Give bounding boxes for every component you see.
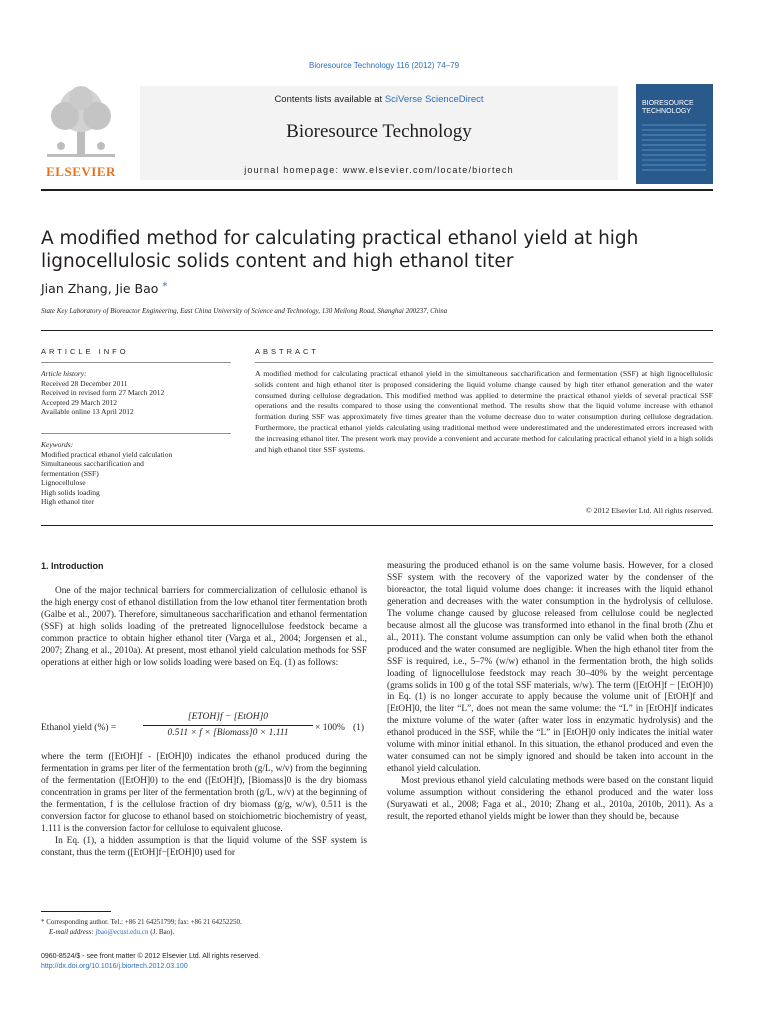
publisher-name: ELSEVIER	[46, 164, 116, 179]
info-rule	[41, 330, 713, 331]
journal-homepage[interactable]: journal homepage: www.elsevier.com/locate/biortech	[244, 165, 514, 175]
keyword-item: fermentation (SSF)	[41, 468, 99, 478]
keyword-item: Simultaneous saccharification and	[41, 459, 144, 468]
author-list	[41, 281, 167, 296]
email-suffix: (J. Bao).	[148, 928, 175, 936]
header-rule	[41, 189, 713, 191]
corresponding-author-note: * Corresponding author. Tel.: +86 21 64251799; fax: +86 21 64252250.	[41, 918, 242, 926]
article-info-heading: ARTICLE INFO	[41, 347, 129, 356]
equation-1	[41, 712, 367, 748]
email-label: E-mail address:	[49, 928, 96, 936]
equation-rhs: × 100%	[315, 723, 345, 733]
email-link[interactable]: jbao@ecust.edu.cn	[95, 928, 149, 936]
history-item: Received in revised form 27 March 2012	[41, 388, 165, 397]
contents-line	[140, 94, 618, 105]
abstract-bottom-rule	[41, 525, 713, 526]
fraction-bar	[143, 725, 313, 726]
journal-banner	[140, 86, 618, 180]
keywords-block	[41, 440, 241, 507]
issn-line: 0960-8524/$ - see front matter © 2012 Elsevier Ltd. All rights reserved.	[41, 953, 261, 960]
footnote	[41, 917, 367, 937]
abstract-rule	[255, 362, 713, 363]
cover-decoration	[642, 124, 706, 174]
article-info-rule	[41, 362, 231, 363]
history-item: Available online 13 April 2012	[41, 407, 134, 416]
keywords-rule	[41, 433, 231, 434]
history-item: Received 28 December 2011	[41, 378, 128, 388]
corresponding-author-mark[interactable]: *	[162, 281, 168, 292]
intro-paragraph-3: In Eq. (1), a hidden assumption is that the liquid volume of the SSF system is constant, thus the term ([EtOH]f−[EtOH]0) used for	[41, 835, 367, 858]
left-column-lower	[41, 752, 367, 860]
article-title	[41, 227, 641, 273]
footnote-rule	[41, 911, 111, 912]
intro-paragraph-2: where the term ([EtOH]f - [EtOH]0) indicates the ethanol produced during the fermentation in grams per liter of the fermentation broth (g/L, w/v) from the beginning of the fermentation ([EtOH]0) to the end ([EtOH]f), [Biomass]0 is the dry biomass concentration in grams per liter of the fermentation broth (g/L, w/v) at the beginning of the fermentation, f is the cellulose fraction of dry biomass (g/g, w/w), 0.511 is the conversion factor for glucose to ethanol based on stoichiometric biochemistry of yeast, 1.111 is the conversion factor for cellulose to equivalent glucose.	[41, 752, 367, 834]
abstract-heading: ABSTRACT	[255, 347, 320, 356]
bottom-info	[41, 952, 541, 972]
intro-paragraph-5: Most previous ethanol yield calculating methods were based on the constant liquid volume assumption without considering the ethanol produced and the water loss (Suryawati et al., 2008; Faga et al., 2010; Zhang et al., 2010a, 2010b, 2011). As a result, the reported ethanol yields might be lower than they should be, because	[387, 776, 713, 823]
equation-lhs: Ethanol yield (%) =	[41, 723, 117, 733]
email-line	[41, 927, 367, 937]
history-label: Article history:	[41, 369, 87, 378]
masthead	[41, 84, 713, 188]
intro-paragraph-1: One of the major technical barriers for commercialization of cellulosic ethanol is the high energy cost of ethanol distillation from the low ethanol titer fermentation broth (Galbe et al., 2007). Therefore, simultaneous saccharification and ethanol fermentation (SSF) at high solids loading of the pretreated lignocellulose feedstock became a common practice to obtain higher ethanol titer (Varga et al., 2004; Jorgensen et al., 2007; Zhang et al., 2010a). At present, most ethanol yield calculation methods for SSF operations at either high or low solids loading were based on Eq. (1) as follows:	[41, 586, 367, 668]
keyword-item: Modified practical ethanol yield calculation	[41, 449, 173, 459]
keyword-item: High ethanol titer	[41, 497, 94, 506]
contents-prefix: Contents lists available at	[274, 94, 385, 105]
journal-cover-image	[636, 84, 713, 184]
equation-denominator: 0.511 × f × [Biomass]0 × 1.111	[167, 728, 289, 738]
journal-citation[interactable]: Bioresource Technology 116 (2012) 74–79	[308, 61, 460, 70]
keyword-item: Lignocellulose	[41, 478, 86, 487]
section-heading-introduction: 1. Introduction	[41, 561, 104, 571]
article-history	[41, 369, 241, 417]
keyword-item: High solids loading	[41, 487, 100, 497]
doi-link[interactable]: http://dx.doi.org/10.1016/j.biortech.2012.03.100	[41, 963, 188, 970]
history-item: Accepted 29 March 2012	[41, 397, 118, 407]
abstract-text: A modified method for calculating practical ethanol yield in the simultaneous saccharification and fermentation (SSF) at high lignocellulosic solids content and high ethanol titer is proposed considering the liquid volume change caused by high titer ethanol generation and the water consumed during cellulose degradation. This modified method was applied to determine the practical ethanol yields of several practical SSF operations and the results compared to those using the conventional method. The results show that the liquid volume increase with ethanol formation during SSF was approximately five times greater than the volume decrease duo to water consumption during cellulose degradation. Furthermore, the practical ethanol yields calculating using traditional method were underestimated and the underestimated errors increased with the increasing ethanol titer. The present work may provide a convenient and accurate method for calculating practical ethanol yield in a high solids and high ethanol titer SSF systems.	[255, 369, 713, 454]
authors-names: Jian Zhang, Jie Bao	[41, 281, 159, 296]
left-column-paragraph-1	[41, 586, 367, 670]
keywords-label: Keywords:	[41, 440, 74, 449]
affiliation: State Key Laboratory of Bioreactor Engineering, East China University of Science and Technology, 130 Meilong Road, Shanghai 200237, China	[41, 307, 448, 315]
copyright-notice: © 2012 Elsevier Ltd. All rights reserved.	[585, 506, 713, 515]
right-column	[387, 561, 713, 824]
title-line-2: lignocellulosic solids content and high ethanol titer	[41, 251, 514, 272]
tree-icon	[41, 84, 121, 164]
cover-title: BIORESOURCE TECHNOLOGY	[642, 100, 694, 115]
title-line-1: A modified method for calculating practical ethanol yield at high	[41, 228, 639, 249]
equation-numerator: [ETOH]f − [EtOH]0	[187, 712, 269, 722]
equation-label: (1)	[353, 723, 365, 733]
elsevier-tree-logo	[41, 84, 121, 184]
sciencedirect-link[interactable]: SciVerse ScienceDirect	[384, 94, 484, 105]
intro-paragraph-4: measuring the produced ethanol is on the same volume basis. However, for a closed SSF system with the recovery of the vaporized water by the condenser of the bioreactor, the total liquid volume does change: it increases with the liquid ethanol generation and decreases with the water consumption in the hydrolysis of cellulose. The volume change caused by glucose released from cellulose could be neglected because almost all the glucose was transformed into ethanol in the final broth (Zhu et al., 2011). The constant volume assumption can only be valid when both the ethanol produced and the water consumed are negligible. When the high ethanol titer from the SSF is required, i.e., 5–7% (w/w) ethanol in the fermentation broth, the high solids loading of lignocellulose feedstock may reach 30–40% by the weight percentage (grams solids in 100 g of the total SSF materials, w/w). The term ([EtOH]f − [EtOH]0) in Eq. (1) is no longer accurate to apply because the volume unit of [EtOH]f and [EtOH]0, the liter “L”, does not mean the same volume: the “L” in [EtOH]f indicates the mixture volume of the water (after water loss in enzymatic hydrolysis) and the ethanol produced in the SSF, while the “L” in [EtOH]0 only indicates the initial water volume with minor initial ethanol. In this situation, the ethanol produced and even the water consumed can not be simply ignored and should be taken into account in the ethanol yield calculation.	[387, 561, 713, 775]
journal-name: Bioresource Technology	[286, 121, 472, 142]
